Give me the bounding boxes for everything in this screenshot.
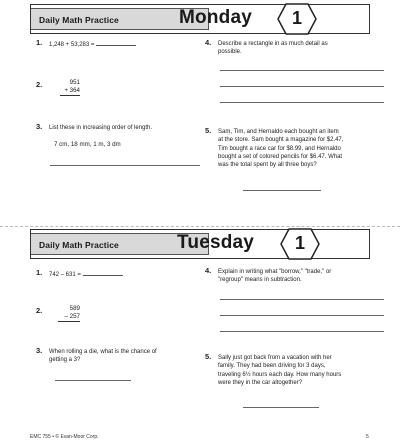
question-text: List these in increasing order of length. — [49, 125, 153, 131]
monday-question-1 — [36, 40, 196, 50]
page-number: 5 — [366, 434, 369, 440]
tuesday-week-badge — [280, 228, 320, 260]
question-text-line: Sally just got back from a vacation with her — [218, 355, 332, 361]
question-number: 4. — [205, 266, 212, 275]
footer-copyright: EMC 755 • © Evan-Moor Corp. — [30, 434, 99, 440]
minuend: 589 — [69, 305, 80, 312]
question-text-line-1: When rolling a die, what is the chance of — [49, 349, 157, 355]
monday-tag: Daily Math Practice — [31, 8, 209, 30]
question-number: 5. — [205, 352, 212, 361]
tuesday-question-5 — [205, 354, 385, 394]
question-text-line: bought a set of colored pencils for $6.47. What — [218, 153, 343, 160]
question-text-line: was the total spent by all three boys? — [218, 162, 317, 169]
question-text-line: at the store. Sam bought a magazine for $2.47, — [218, 137, 344, 144]
answer-blank — [83, 270, 123, 276]
answer-line — [220, 331, 384, 332]
question-number: 3. — [36, 346, 43, 355]
tuesday-section — [0, 226, 400, 430]
tuesday-week-number: 1 — [294, 233, 305, 253]
answer-line — [220, 70, 384, 71]
question-number: 2. — [36, 80, 43, 89]
answer-line — [243, 407, 319, 408]
tuesday-header — [30, 229, 370, 259]
question-text-line-1: Describe a rectangle in as much detail as — [218, 41, 328, 47]
monday-question-3 — [36, 124, 206, 174]
question-text-line: were they in the car altogether? — [218, 379, 303, 386]
addend-bottom: + 364 — [60, 87, 80, 96]
question-text-line: Tim bought a race car for $8.99, and Hernaldo — [218, 145, 341, 152]
question-text-line-2: "regroup" means in subtraction. — [218, 277, 302, 284]
answer-line — [220, 315, 384, 316]
monday-question-4 — [205, 40, 375, 60]
question-text-line: Sam, Tim, and Hernaldo each bought an item — [218, 129, 339, 135]
monday-question-5 — [205, 128, 385, 173]
question-text-line: family. They had been driving for 3 days, — [218, 363, 326, 370]
answer-line — [50, 165, 200, 166]
monday-week-number: 1 — [291, 8, 302, 28]
monday-week-badge — [277, 3, 317, 35]
question-text: 1,248 + 53,283 = — [49, 42, 95, 48]
question-number: 3. — [36, 122, 43, 131]
question-number: 4. — [205, 38, 212, 47]
question-text-line: traveling 6½ hours each day. How many hours — [218, 371, 342, 378]
answer-blank — [96, 40, 136, 46]
monday-question-2 — [36, 79, 96, 99]
question-number: 1. — [36, 268, 43, 277]
question-number: 1. — [36, 38, 43, 47]
tuesday-tag: Daily Math Practice — [31, 233, 209, 255]
length-items: 7 cm, 18 mm, 1 m, 3 dm — [54, 141, 121, 148]
tuesday-question-1 — [36, 270, 196, 280]
tuesday-question-2 — [36, 305, 96, 325]
tuesday-question-3 — [36, 348, 206, 368]
tuesday-question-4 — [205, 268, 380, 288]
addend-top: 951 — [69, 79, 80, 86]
subtrahend: – 257 — [58, 313, 80, 322]
question-text-line-2: getting a 3? — [49, 357, 81, 364]
question-number: 5. — [205, 126, 212, 135]
question-text: 742 – 631 = — [49, 272, 81, 278]
tuesday-day-title: Tuesday — [177, 232, 255, 253]
answer-line — [220, 102, 384, 103]
monday-header — [30, 4, 370, 34]
monday-day-title: Monday — [179, 7, 252, 28]
answer-line — [55, 380, 131, 381]
answer-line — [220, 299, 384, 300]
question-text-line-1: Explain in writing what "borrow," "trade," or — [218, 269, 332, 275]
answer-line — [243, 190, 321, 191]
question-text-line-2: possible. — [218, 49, 242, 56]
question-number: 2. — [36, 306, 43, 315]
answer-line — [220, 86, 384, 87]
